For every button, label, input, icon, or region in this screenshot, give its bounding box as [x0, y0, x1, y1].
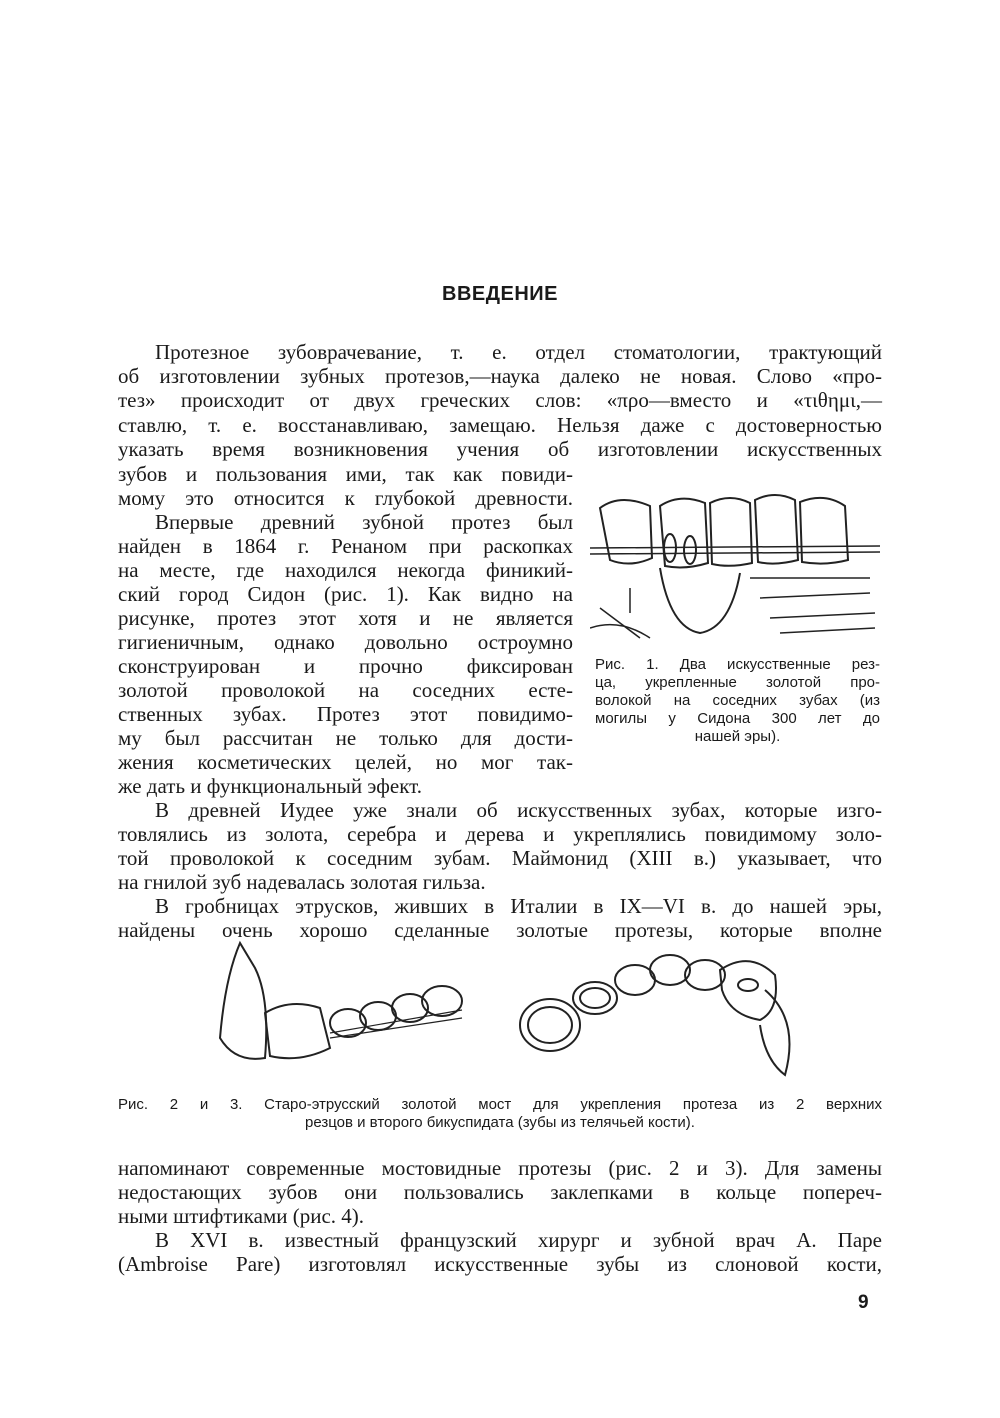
- text-line: указать время возникновения учения об изготовлении искусственных: [118, 437, 882, 461]
- page-title: ВВЕДЕНИЕ: [442, 283, 558, 305]
- figure-1-caption-line: волокой на соседних зубах (из: [595, 692, 880, 709]
- text-line: ственных зубах. Протез этот повидимо-: [118, 702, 573, 726]
- text-line: рисунке, протез этот хотя и не является: [118, 606, 573, 630]
- text-line: об изготовлении зубных протезов,—наука далеко не новая. Слово «про-: [118, 364, 882, 388]
- text-line: му был рассчитан не только для дости-: [118, 726, 573, 750]
- text-line: ными штифтиками (рис. 4).: [118, 1204, 365, 1228]
- text-line: на месте, где находился некогда финикий-: [118, 558, 573, 582]
- text-line: сконструирован и прочно фиксирован: [118, 654, 573, 678]
- text-line: той проволокой к соседним зубам. Маймонид (XIII в.) указывает, что: [118, 846, 882, 870]
- figure-2-3-caption-line: Рис. 2 и 3. Старо-этрусский золотой мост для укрепления протеза из 2 верхних: [118, 1096, 882, 1113]
- figure-3-illustration: [510, 940, 810, 1080]
- text-line: найден в 1864 г. Ренаном при раскопках: [118, 534, 573, 558]
- figure-1-caption-line: ца, укрепленные золотой про-: [595, 674, 880, 691]
- text-line: жения косметических целей, но мог так-: [118, 750, 573, 774]
- text-line: товлялись из золота, серебра и дерева и укреплялись повидимому золо-: [118, 822, 882, 846]
- text-line: на гнилой зуб надевалась золотая гильза.: [118, 870, 486, 894]
- text-line: Впервые древний зубной протез был: [155, 510, 573, 534]
- text-line: золотой проволокой на соседних есте-: [118, 678, 573, 702]
- text-line: найдены очень хорошо сделанные золотые протезы, которые вполне: [118, 918, 882, 942]
- text-line: мому это относится к глубокой древности.: [118, 486, 573, 510]
- figure-1-caption-line: могилы у Сидона 300 лет до: [595, 710, 880, 727]
- text-line: В древней Иудее уже знали об искусственных зубах, которые изго-: [155, 798, 882, 822]
- text-line: гигиеничным, однако довольно остроумно: [118, 630, 573, 654]
- text-line: зубов и пользования ими, так как повиди-: [118, 462, 573, 486]
- figure-2-3-caption-line: резцов и второго бикуспидата (зубы из телячьей кости).: [305, 1114, 695, 1131]
- text-line: недостающих зубов они пользовались заклепками в кольце попереч-: [118, 1180, 882, 1204]
- text-line: же дать и функциональный эфект.: [118, 774, 422, 798]
- text-line: тез» происходит от двух греческих слов: «προ—вместо и «τιθημι,—: [118, 388, 882, 412]
- text-line: ский город Сидон (рис. 1). Как видно на: [118, 582, 573, 606]
- page-number: 9: [858, 1292, 869, 1313]
- figure-1-caption-line: Рис. 1. Два искусственные рез-: [595, 656, 880, 673]
- figure-1-illustration: [590, 488, 880, 648]
- figure-1-caption-line: нашей эры).: [694, 728, 781, 745]
- text-line: В гробницах этрусков, живших в Италии в IX—VI в. до нашей эры,: [155, 894, 882, 918]
- figure-2-illustration: [210, 938, 470, 1078]
- text-line: В XVI в. известный французский хирург и зубной врач А. Паре: [155, 1228, 882, 1252]
- text-line: ставлю, т. е. восстанавливаю, замещаю. Нельзя даже с достоверностью: [118, 413, 882, 437]
- text-line: (Ambroise Pare) изготовлял искусственные зубы из слоновой кости,: [118, 1252, 882, 1276]
- text-line: Протезное зубоврачевание, т. е. отдел стоматологии, трактующий: [155, 340, 882, 364]
- text-line: напоминают современные мостовидные протезы (рис. 2 и 3). Для замены: [118, 1156, 882, 1180]
